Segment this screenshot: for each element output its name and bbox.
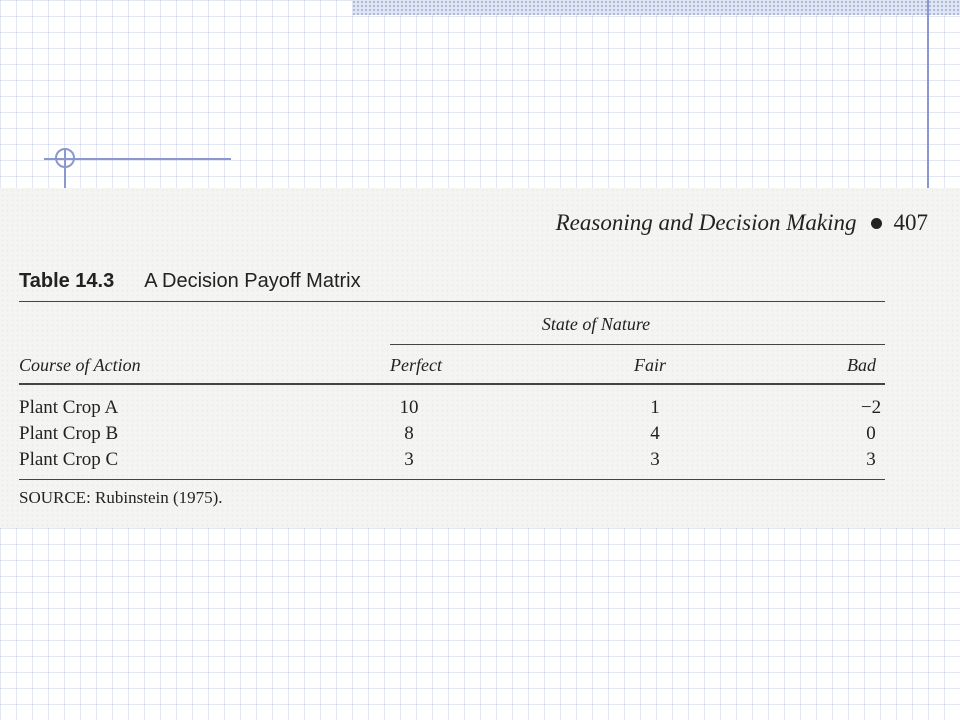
column-header-fair: Fair — [634, 355, 667, 375]
table-title: A Decision Payoff Matrix — [144, 270, 361, 292]
cell-perfect: 3 — [404, 449, 414, 470]
running-head-title: Reasoning and Decision Making — [555, 210, 857, 235]
spanner-heading: State of Nature — [541, 314, 651, 334]
vertical-accent-line — [927, 0, 929, 190]
table-row — [0, 423, 960, 449]
header-rule — [19, 383, 885, 385]
table-top-rule — [19, 301, 885, 302]
column-header-bad: Bad — [847, 355, 876, 375]
cell-fair: 3 — [650, 449, 660, 470]
column-header-perfect: Perfect — [390, 355, 442, 375]
cell-bad: 3 — [866, 449, 876, 470]
cell-fair: 1 — [650, 397, 660, 418]
top-decorative-band — [352, 0, 960, 15]
table-row — [0, 449, 960, 475]
spanner-rule — [390, 344, 885, 345]
bullet-icon — [871, 218, 882, 229]
cell-perfect: 8 — [404, 423, 414, 444]
crosshair-stem — [64, 148, 66, 188]
cell-perfect: 10 — [399, 397, 419, 418]
cell-bad: −2 — [860, 397, 882, 418]
column-header-action: Course of Action — [19, 355, 141, 375]
page-number: 407 — [893, 210, 928, 235]
table-row — [0, 397, 960, 423]
table-number: Table 14.3 — [19, 270, 115, 292]
table-caption — [19, 270, 361, 293]
cell-bad: 0 — [866, 423, 876, 444]
table-bottom-rule — [19, 479, 885, 480]
cell-fair: 4 — [650, 423, 660, 444]
running-head — [556, 210, 928, 236]
scanned-page — [0, 188, 960, 528]
row-label: Plant Crop B — [19, 423, 119, 444]
table-source-note: SOURCE: Rubinstein (1975). — [19, 488, 223, 507]
row-label: Plant Crop C — [19, 449, 119, 470]
row-label: Plant Crop A — [19, 397, 119, 418]
